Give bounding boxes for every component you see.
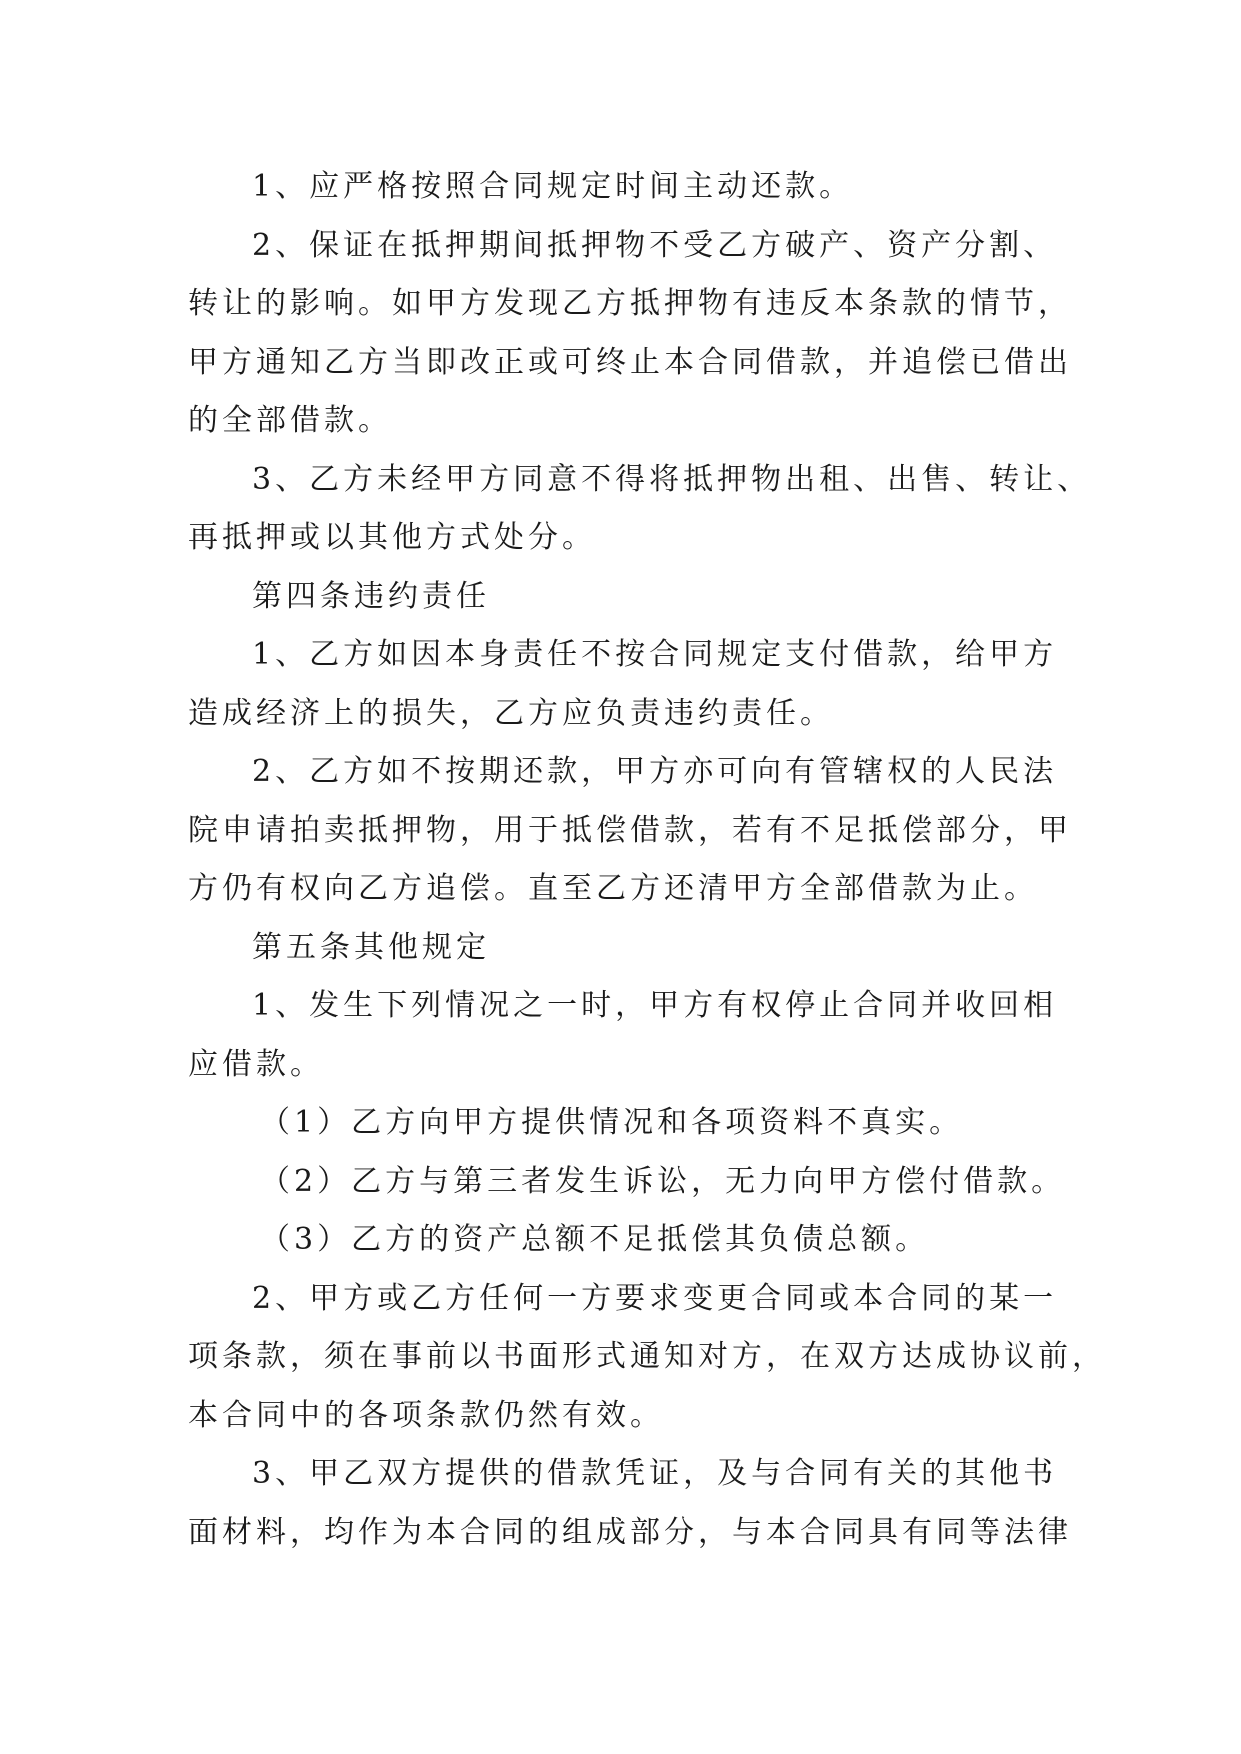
clause-line: 方仍有权向乙方追偿。直至乙方还清甲方全部借款为止。: [188, 871, 1038, 906]
clause-line: 甲方通知乙方当即改正或可终止本合同借款，并追偿已借出: [188, 344, 1072, 380]
clause-line: 3、甲乙双方提供的借款凭证，及与合同有关的其他书: [252, 1456, 1058, 1491]
clause-line: 再抵押或以其他方式处分。: [188, 520, 596, 555]
clause-line: 2、乙方如不按期还款，甲方亦可向有管辖权的人民法: [252, 754, 1058, 789]
section-heading: 第四条违约责任: [252, 578, 490, 614]
clause-line: 1、应严格按照合同规定时间主动还款。: [252, 169, 854, 204]
clause-line: 3、乙方未经甲方同意不得将抵押物出租、出售、转让、: [252, 461, 1092, 497]
clause-line: 面材料，均作为本合同的组成部分，与本合同具有同等法律: [188, 1514, 1072, 1550]
clause-line: 1、发生下列情况之一时，甲方有权停止合同并收回相: [252, 988, 1058, 1023]
section-heading: 第五条其他规定: [252, 929, 490, 965]
sub-item-line: （1）乙方向甲方提供情况和各项资料不真实。: [260, 1105, 964, 1140]
clause-line: 应借款。: [188, 1046, 324, 1082]
clause-line: 院申请拍卖抵押物，用于抵偿借款，若有不足抵偿部分，甲: [188, 812, 1072, 848]
clause-line: 1、乙方如因本身责任不按合同规定支付借款，给甲方: [252, 637, 1058, 672]
sub-item-line: （2）乙方与第三者发生诉讼，无力向甲方偿付借款。: [260, 1163, 1066, 1199]
clause-line: 的全部借款。: [188, 403, 392, 438]
clause-line: 转让的影响。如甲方发现乙方抵押物有违反本条款的情节，: [188, 286, 1072, 321]
clause-line: 2、保证在抵押期间抵押物不受乙方破产、资产分割、: [252, 227, 1058, 263]
clause-line: 造成经济上的损失，乙方应负责违约责任。: [188, 695, 834, 731]
clause-line: 项条款，须在事前以书面形式通知对方，在双方达成协议前，: [188, 1339, 1106, 1374]
sub-item-line: （3）乙方的资产总额不足抵偿其负债总额。: [260, 1222, 930, 1257]
document-body: [188, 158, 1106, 1562]
clause-line: 2、甲方或乙方任何一方要求变更合同或本合同的某一: [252, 1280, 1058, 1316]
clause-line: 本合同中的各项条款仍然有效。: [188, 1397, 664, 1433]
